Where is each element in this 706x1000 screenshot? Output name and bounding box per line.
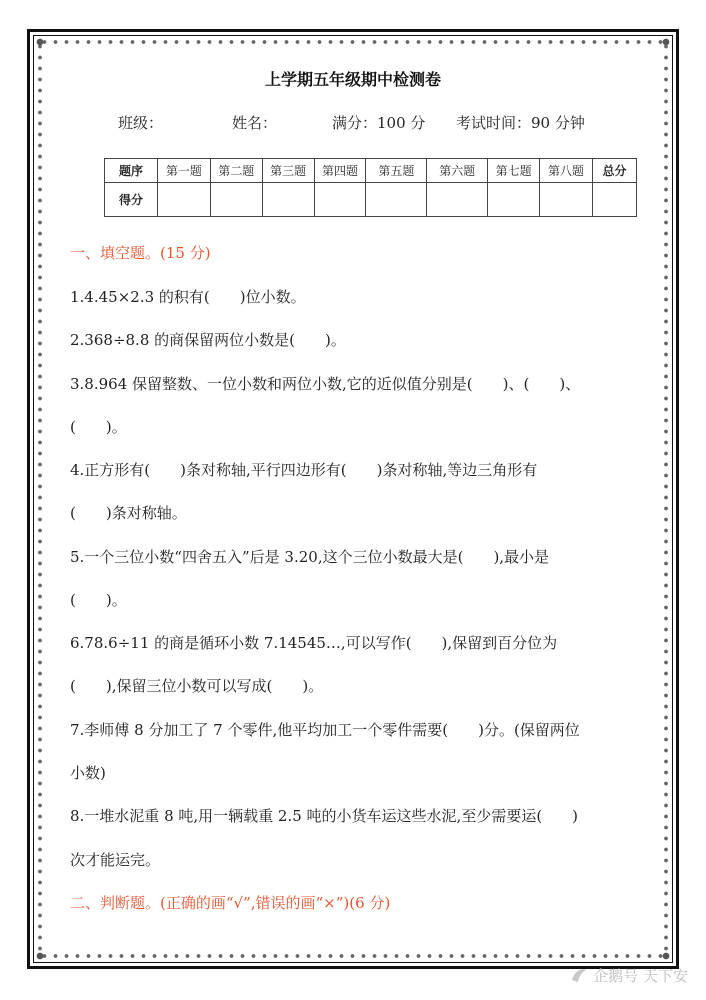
score-table-total-header: 总分 xyxy=(592,159,636,183)
question-line: 1.4.45×2.3 的积有( )位小数。 xyxy=(70,288,306,306)
score-cell[interactable] xyxy=(592,183,636,217)
page-title: 上学期五年级期中检测卷 xyxy=(264,70,441,89)
score-table-header: 第五题 xyxy=(366,159,427,183)
score-cell[interactable] xyxy=(314,183,366,217)
student-info-line xyxy=(118,112,585,133)
score-table-row-label: 题序 xyxy=(105,159,158,183)
score-cell[interactable] xyxy=(427,183,488,217)
class-label: 班级： xyxy=(118,114,164,132)
exam-time-label: 考试时间：90 分钟 xyxy=(456,114,585,132)
score-table-header: 第三题 xyxy=(262,159,314,183)
penguin-logo-icon xyxy=(570,966,588,984)
score-table-header: 第一题 xyxy=(157,159,210,183)
score-cell[interactable] xyxy=(210,183,262,217)
watermark-text: 企鹅号 天下安 xyxy=(593,967,688,985)
score-cell[interactable] xyxy=(488,183,540,217)
corner-ornament xyxy=(657,947,675,965)
score-cell[interactable] xyxy=(540,183,593,217)
border-dots-bottom xyxy=(39,953,667,959)
question-line: 小数) xyxy=(70,764,106,782)
question-line: ( )。 xyxy=(70,418,127,436)
score-table-header: 第七题 xyxy=(488,159,540,183)
question-line: 7.李师傅 8 分加工了 7 个零件,他平均加工一个零件需要( )分。(保留两位 xyxy=(70,721,580,739)
corner-ornament xyxy=(657,33,675,51)
question-line: 3.8.964 保留整数、一位小数和两位小数,它的近似值分别是( )、( )、 xyxy=(70,375,581,393)
question-line: ( )条对称轴。 xyxy=(70,504,187,522)
full-score-label: 满分：100 分 xyxy=(332,114,426,132)
question-line: ( ),保留三位小数可以写成( )。 xyxy=(70,677,324,695)
score-cell[interactable] xyxy=(262,183,314,217)
border-dots-right xyxy=(663,41,669,957)
section-title-true-false: 二、判断题。(正确的画“√”,错误的画“×”)(6 分) xyxy=(70,894,391,912)
score-table-header: 第二题 xyxy=(210,159,262,183)
score-table-header: 第四题 xyxy=(314,159,366,183)
score-cell[interactable] xyxy=(157,183,210,217)
score-cell[interactable] xyxy=(366,183,427,217)
border-dots-top xyxy=(39,39,667,45)
question-line: 8.一堆水泥重 8 吨,用一辆载重 2.5 吨的小货车运这些水泥,至少需要运( ) xyxy=(70,807,579,825)
watermark xyxy=(570,965,688,986)
score-table xyxy=(104,158,637,217)
name-label: 姓名： xyxy=(232,114,278,132)
question-line: 2.368÷8.8 的商保留两位小数是( )。 xyxy=(70,331,346,349)
corner-ornament xyxy=(31,33,49,51)
question-line: 5.一个三位小数“四舍五入”后是 3.20,这个三位小数最大是( ),最小是 xyxy=(70,548,550,566)
section-title-fill-blank: 一、填空题。(15 分) xyxy=(70,244,211,262)
score-table-header: 第八题 xyxy=(540,159,593,183)
question-line: 次才能运完。 xyxy=(70,851,161,869)
question-line: 4.正方形有( )条对称轴,平行四边形有( )条对称轴,等边三角形有 xyxy=(70,461,538,479)
corner-ornament xyxy=(31,947,49,965)
question-line: 6.78.6÷11 的商是循环小数 7.14545…,可以写作( ),保留到百分位为 xyxy=(70,634,558,652)
question-line: ( )。 xyxy=(70,591,127,609)
border-dots-left xyxy=(37,41,43,957)
score-table-header: 第六题 xyxy=(427,159,488,183)
score-table-row-label: 得分 xyxy=(105,183,158,217)
